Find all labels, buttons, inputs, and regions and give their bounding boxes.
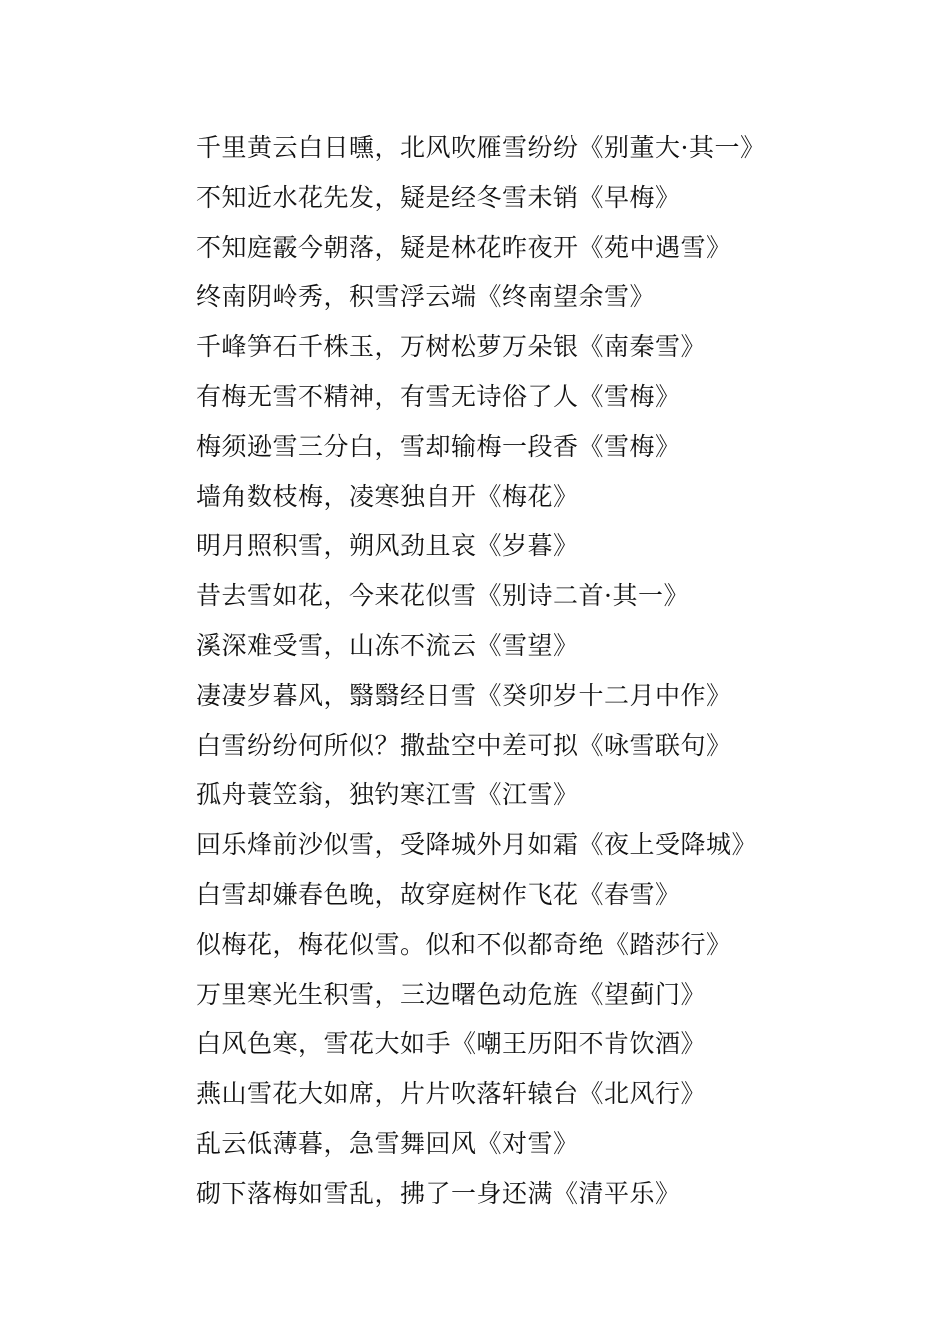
poem-line: 千峰笋石千株玉，万树松萝万朵银《南秦雪》	[196, 332, 707, 362]
poem-line: 凄凄岁暮风，翳翳经日雪《癸卯岁十二月中作》	[196, 680, 732, 710]
poem-line: 白风色寒，雪花大如手《嘲王历阳不肯饮酒》	[196, 1029, 707, 1059]
poem-line: 昔去雪如花，今来花似雪《别诗二首·其一》	[196, 581, 689, 611]
poem-line: 有梅无雪不精神，有雪无诗俗了人《雪梅》	[196, 381, 681, 411]
poem-line: 乱云低薄暮，急雪舞回风《对雪》	[196, 1128, 579, 1158]
poem-line: 溪深难受雪，山冻不流云《雪望》	[196, 630, 579, 660]
poem-line: 不知庭霰今朝落，疑是林花昨夜开《苑中遇雪》	[196, 232, 732, 262]
poem-line: 千里黄云白日曛，北风吹雁雪纷纷《别董大·其一》	[196, 133, 766, 162]
poem-line: 白雪纷纷何所似？撒盐空中差可拟《咏雪联句》	[196, 730, 732, 760]
poem-line: 孤舟蓑笠翁，独钓寒江雪《江雪》	[196, 780, 579, 810]
poem-line: 墙角数枝梅，凌寒独自开《梅花》	[196, 481, 579, 511]
poem-line: 白雪却嫌春色晚，故穿庭树作飞花《春雪》	[196, 879, 681, 909]
poem-line: 明月照积雪，朔风劲且哀《岁暮》	[196, 531, 579, 561]
poem-line: 燕山雪花大如席，片片吹落轩辕台《北风行》	[196, 1079, 707, 1109]
poem-line: 似梅花，梅花似雪。似和不似都奇绝《踏莎行》	[196, 929, 732, 959]
poem-line: 回乐烽前沙似雪，受降城外月如霜《夜上受降城》	[196, 830, 758, 860]
poem-line: 万里寒光生积雪，三边曙色动危旌《望蓟门》	[196, 979, 707, 1009]
poem-line: 终南阴岭秀，积雪浮云端《终南望余雪》	[196, 282, 656, 312]
poem-line: 砌下落梅如雪乱，拂了一身还满《清平乐》	[196, 1178, 681, 1208]
poem-line-list	[196, 128, 896, 1224]
poem-line: 不知近水花先发，疑是经冬雪未销《早梅》	[196, 182, 681, 212]
poem-line: 梅须逊雪三分白，雪却输梅一段香《雪梅》	[196, 431, 681, 461]
